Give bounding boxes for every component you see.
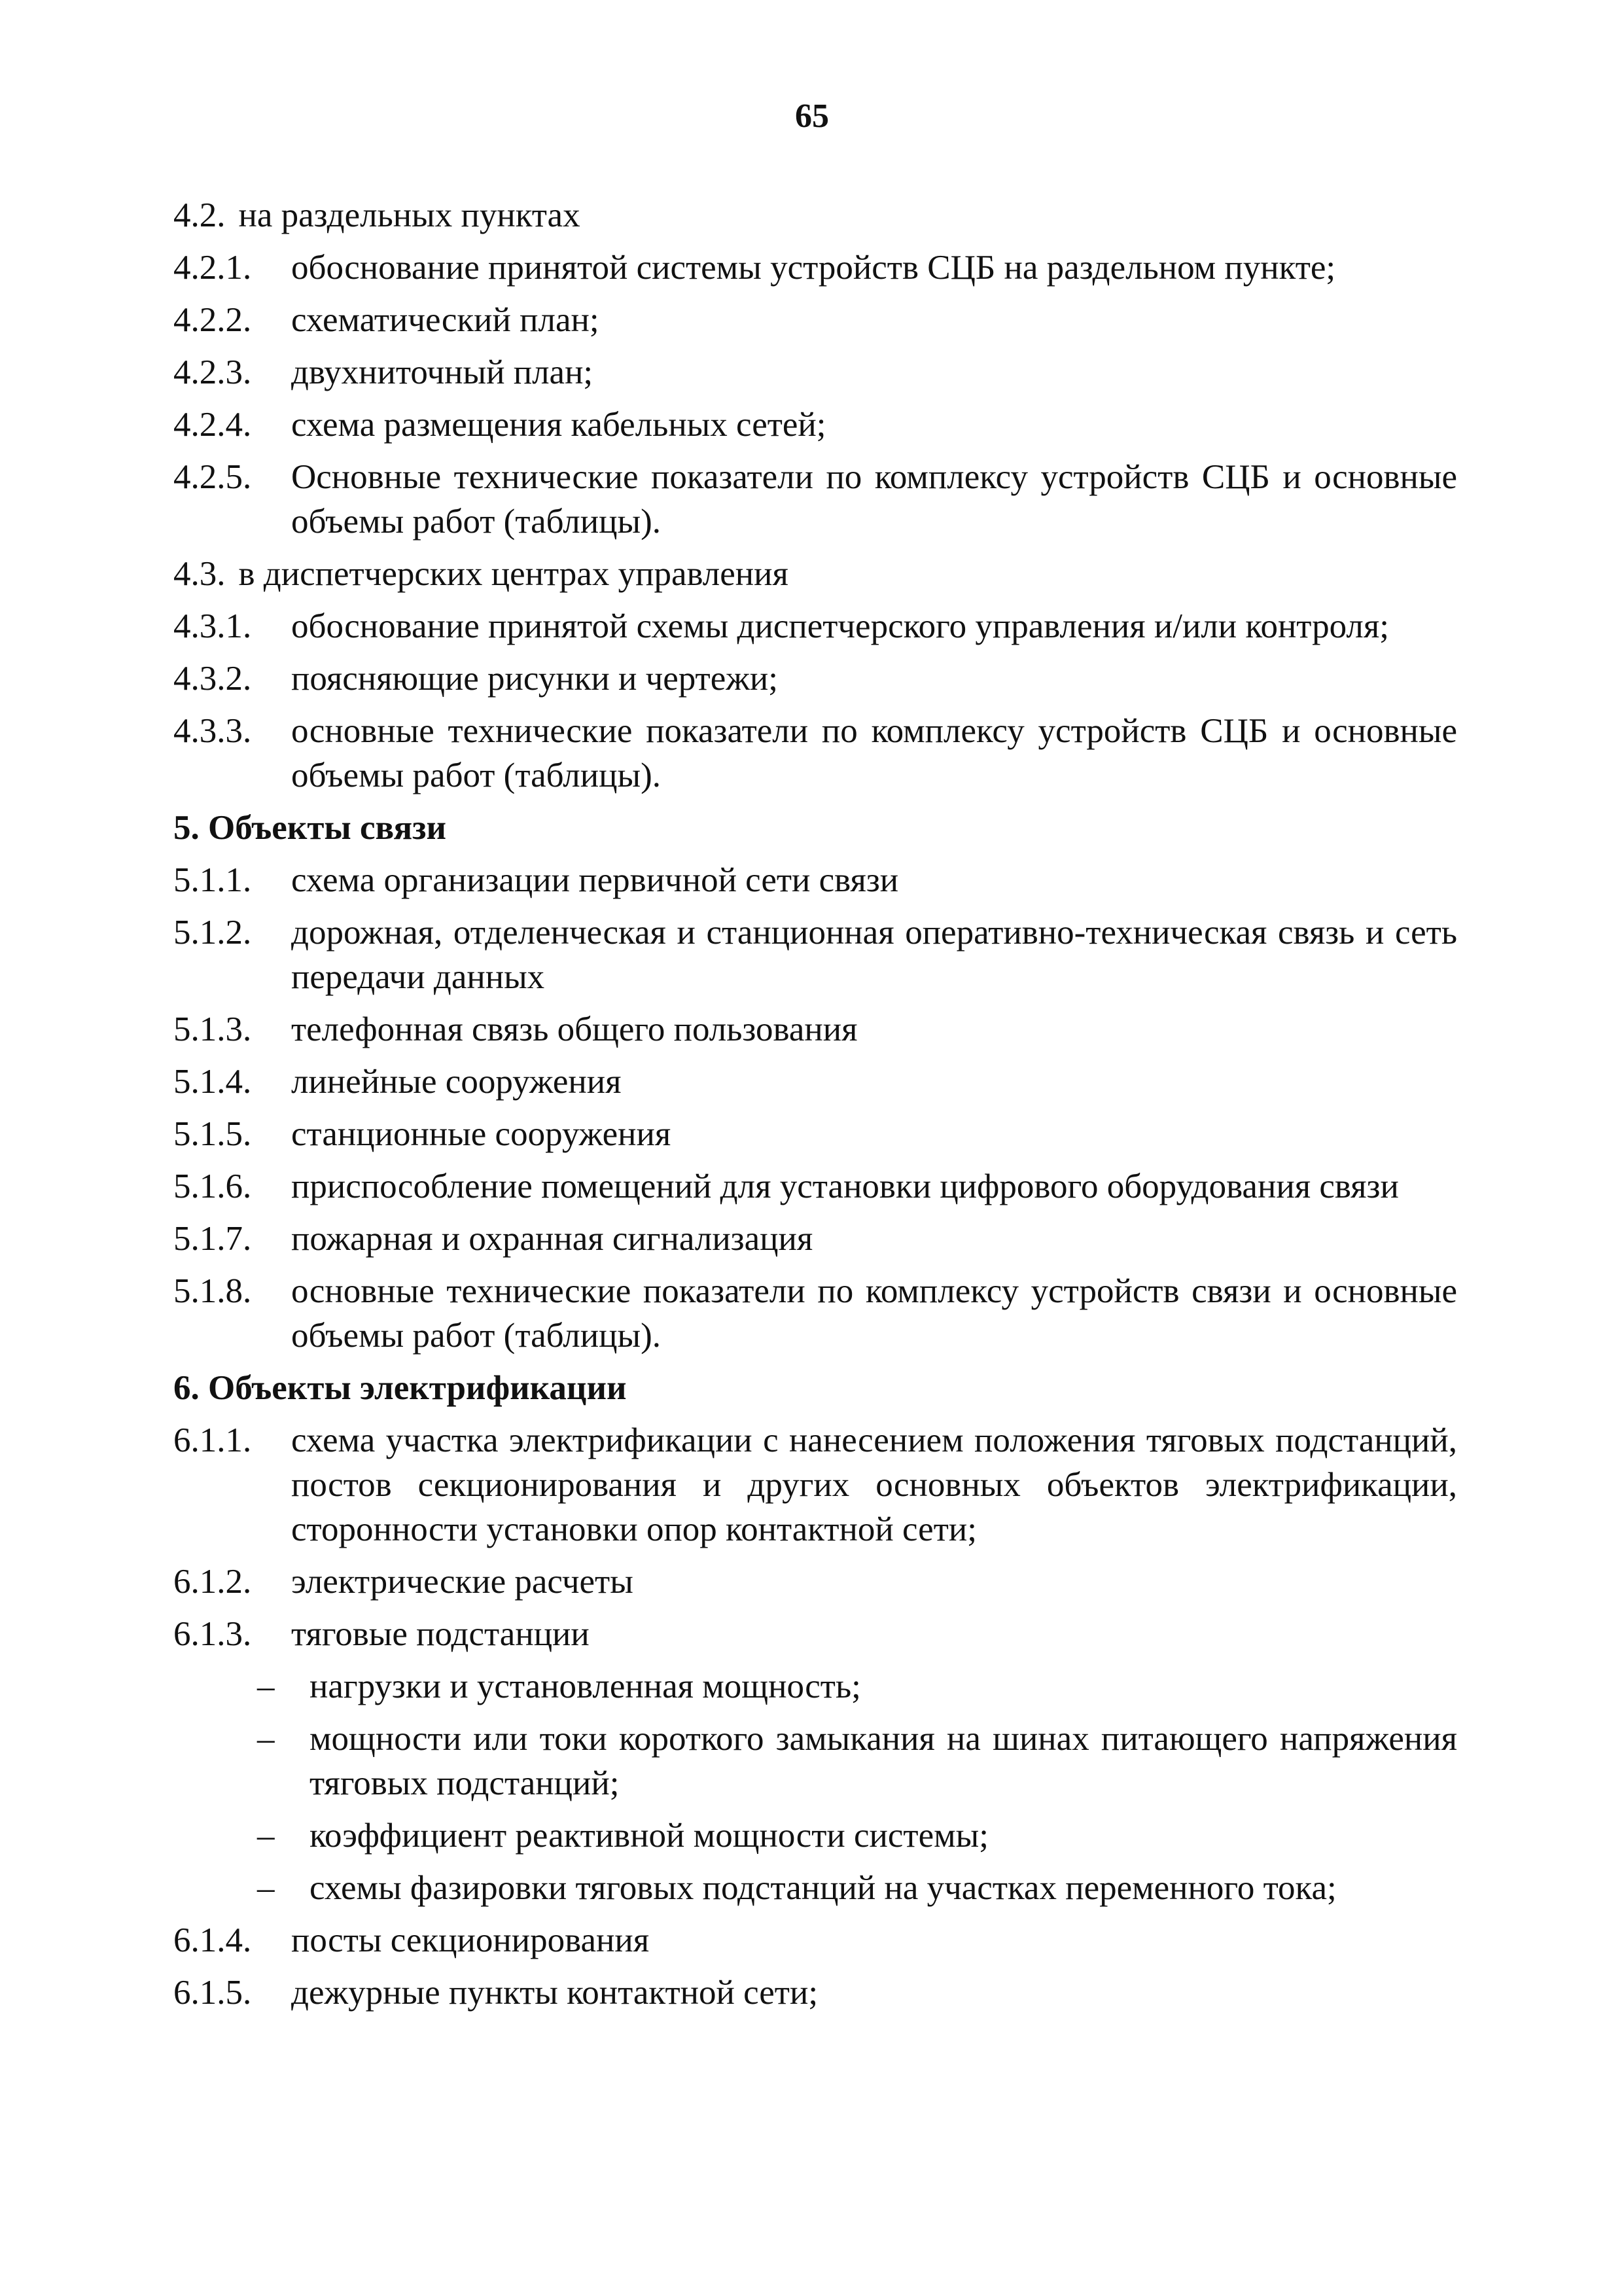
item-text: тяговые подстанции — [291, 1615, 590, 1653]
item-text: Основные технические показатели по комплексу устройств СЦБ и основные объемы работ (таблицы). — [291, 458, 1457, 541]
item-text: поясняющие рисунки и чертежи; — [291, 660, 778, 698]
item-number: 5.1.7. — [173, 1220, 252, 1258]
item-text: обоснование принятой системы устройств СЦБ на раздельном пункте; — [291, 249, 1336, 287]
item-text: обоснование принятой схемы диспетчерского управления и/или контроля; — [291, 607, 1389, 645]
item-text: в диспетчерских центрах управления — [238, 555, 788, 593]
item-number: 6.1.2. — [173, 1563, 252, 1601]
document-body — [173, 193, 1457, 2023]
item-number: 4.3.3. — [173, 712, 252, 750]
list-item-6-1-1 — [173, 1418, 1457, 1552]
item-number: 4.2.2. — [173, 301, 252, 339]
dash-bullet: – — [257, 1869, 275, 1907]
item-number: 5.1.3. — [173, 1010, 252, 1048]
dash-bullet: – — [257, 1667, 275, 1705]
item-number: 4.3.2. — [173, 660, 252, 698]
list-item-6-1-2 — [173, 1559, 1457, 1604]
bullet-item — [173, 1664, 1457, 1709]
list-item-4-2-4 — [173, 402, 1457, 447]
item-text: приспособление помещений для установки цифрового оборудования связи — [291, 1167, 1399, 1205]
item-number: 6.1.1. — [173, 1421, 252, 1459]
bullet-text: коэффициент реактивной мощности системы; — [309, 1817, 989, 1855]
item-text: основные технические показатели по комплексу устройств связи и основные объемы работ (таблицы). — [291, 1272, 1457, 1355]
list-item-4-2-2 — [173, 298, 1457, 342]
bullet-text: схемы фазировки тяговых подстанций на участках переменного тока; — [309, 1869, 1337, 1907]
list-item-5-1-1 — [173, 858, 1457, 902]
list-item-4-3-2 — [173, 656, 1457, 701]
item-text: двухниточный план; — [291, 353, 593, 391]
item-number: 4.3. — [173, 555, 226, 593]
item-number: 6.1.4. — [173, 1921, 252, 1959]
list-item-5-1-7 — [173, 1217, 1457, 1261]
list-item-5-1-5 — [173, 1112, 1457, 1156]
item-text: телефонная связь общего пользования — [291, 1010, 858, 1048]
list-item-5-1-2 — [173, 910, 1457, 999]
list-item-4-3-3 — [173, 709, 1457, 798]
item-number: 5.1.1. — [173, 861, 252, 899]
page-number: 65 — [795, 98, 829, 135]
bullet-text: мощности или токи короткого замыкания на шинах питающего напряжения тяговых подстанций; — [309, 1720, 1457, 1802]
item-text: схема участка электрификации с нанесением положения тяговых подстанций, постов секционирования и других основных объектов электрификации, сторонности установки опор контактной сети; — [291, 1421, 1457, 1548]
item-number: 4.2.3. — [173, 353, 252, 391]
item-number: 5.1.8. — [173, 1272, 252, 1310]
item-number: 5.1.2. — [173, 914, 252, 952]
list-item-4-2 — [173, 193, 1457, 238]
item-text: схема размещения кабельных сетей; — [291, 406, 826, 444]
item-number: 6.1.5. — [173, 1974, 252, 2012]
list-item-4-2-1 — [173, 245, 1457, 290]
item-text: дорожная, отделенческая и станционная оперативно-техническая связь и сеть передачи данных — [291, 914, 1457, 996]
list-item-5-1-6 — [173, 1164, 1457, 1209]
item-text: на раздельных пунктах — [238, 196, 580, 234]
item-number: 4.3.1. — [173, 607, 252, 645]
item-text: схематический план; — [291, 301, 599, 339]
item-text: посты секционирования — [291, 1921, 650, 1959]
item-number: 4.2.1. — [173, 249, 252, 287]
list-item-4-2-5 — [173, 455, 1457, 544]
dash-bullet: – — [257, 1817, 275, 1855]
item-text: станционные сооружения — [291, 1115, 671, 1153]
list-item-6-1-5 — [173, 1970, 1457, 2015]
item-text: дежурные пункты контактной сети; — [291, 1974, 819, 2012]
list-item-5-1-4 — [173, 1059, 1457, 1104]
bullet-item — [173, 1717, 1457, 1806]
section-heading-5: 5. Объекты связи — [173, 809, 446, 847]
item-text: электрические расчеты — [291, 1563, 633, 1601]
bullet-text: нагрузки и установленная мощность; — [309, 1667, 861, 1705]
dash-bullet: – — [257, 1720, 275, 1758]
item-number: 4.2.5. — [173, 458, 252, 496]
item-text: основные технические показатели по комплексу устройств СЦБ и основные объемы работ (таблицы). — [291, 712, 1457, 794]
list-item-6-1-4 — [173, 1918, 1457, 1963]
item-text: пожарная и охранная сигнализация — [291, 1220, 813, 1258]
item-number: 4.2.4. — [173, 406, 252, 444]
list-item-6-1-3 — [173, 1612, 1457, 1656]
item-number: 5.1.5. — [173, 1115, 252, 1153]
item-number: 6.1.3. — [173, 1615, 252, 1653]
list-item-4-3-1 — [173, 604, 1457, 649]
item-number: 5.1.4. — [173, 1063, 252, 1101]
list-item-4-2-3 — [173, 350, 1457, 395]
bullet-item — [173, 1866, 1457, 1910]
list-item-5-1-3 — [173, 1007, 1457, 1052]
section-heading-6: 6. Объекты электрификации — [173, 1369, 627, 1407]
list-item-5-1-8 — [173, 1269, 1457, 1358]
item-number: 4.2. — [173, 196, 226, 234]
bullet-item — [173, 1813, 1457, 1858]
item-text: линейные сооружения — [291, 1063, 622, 1101]
list-item-4-3 — [173, 552, 1457, 596]
item-text: схема организации первичной сети связи — [291, 861, 899, 899]
item-number: 5.1.6. — [173, 1167, 252, 1205]
